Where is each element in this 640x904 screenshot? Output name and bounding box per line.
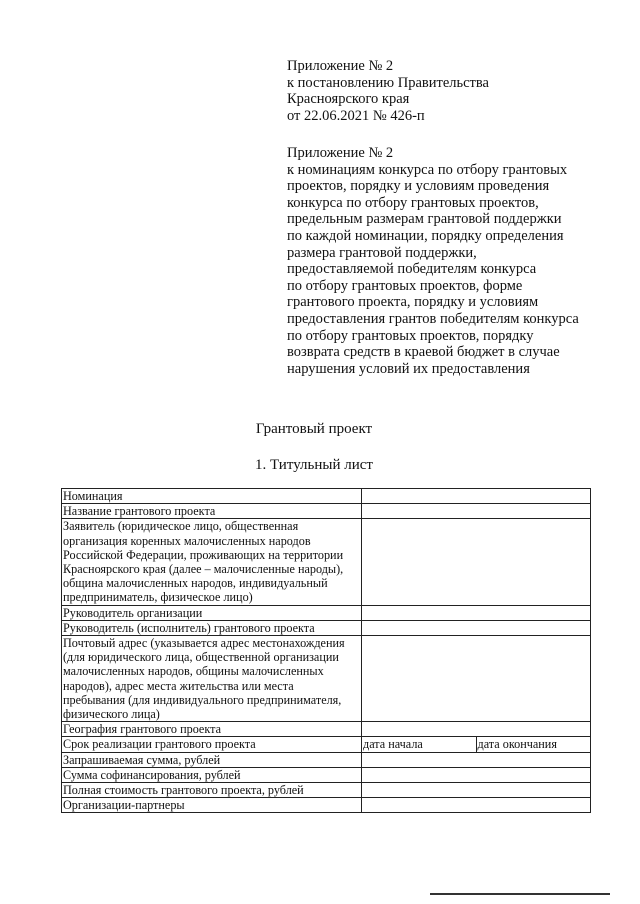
row-label-partners (62, 798, 362, 813)
label-line: Российской Федерации, проживающих на территории (63, 547, 344, 562)
table-row (62, 489, 591, 504)
table-row (62, 636, 591, 722)
label-line: Красноярского края (далее – малочисленные народы), (63, 562, 344, 577)
table-row (62, 620, 591, 635)
appendix-line: Приложение № 2 (287, 58, 394, 74)
label-line: Сумма софинансирования, рублей (63, 767, 241, 782)
label-line: Почтовый адрес (указывается адрес местонахождения (63, 636, 345, 651)
value-cell-postal-address[interactable] (362, 636, 591, 722)
row-label-project-name (62, 504, 362, 519)
appendix-line: предоставляемой победителям конкурса (287, 261, 537, 278)
row-label-org-head (62, 605, 362, 620)
row-label-postal-address (62, 636, 362, 722)
label-line: предприниматель, физическое лицо) (63, 590, 253, 605)
value-cell-geography[interactable] (362, 722, 591, 737)
table-row (62, 783, 591, 798)
row-label-nomination (62, 489, 362, 504)
section-title: 1. Титульный лист (255, 457, 373, 473)
value-cell-project-name[interactable] (362, 504, 591, 519)
label-line: Запрашиваемая сумма, рублей (63, 752, 221, 767)
appendix-line: конкурса по отбору грантовых проектов, (287, 194, 539, 211)
end-date-cell[interactable]: дата окончания (476, 737, 591, 752)
appendix-line: от 22.06.2021 № 426-п (287, 107, 425, 124)
label-line: Организации-партнеры (63, 798, 185, 813)
appendix-line: по каждой номинации, порядку определения (287, 227, 564, 244)
label-line: Заявитель (юридическое лицо, общественная (63, 519, 299, 534)
appendix-line: Красноярского края (287, 91, 410, 108)
label-line: организация коренных малочисленных народов (63, 533, 311, 548)
title-page-table (61, 488, 591, 813)
value-cell-org-head[interactable] (362, 605, 591, 620)
label-line: община малочисленных народов, индивидуальный (63, 576, 328, 591)
table-row (62, 519, 591, 605)
label-line: Название грантового проекта (63, 504, 216, 519)
label-line: Полная стоимость грантового проекта, рублей (63, 783, 304, 798)
label-line: Номинация (63, 489, 123, 503)
label-line: физического лица) (63, 707, 160, 722)
table-row (62, 752, 591, 767)
appendix-government-resolution (287, 58, 617, 124)
table-row (62, 605, 591, 620)
table-row (62, 767, 591, 782)
label-line: народов), адрес места жительства или места (63, 678, 294, 693)
appendix-line: размера грантовой поддержки, (287, 244, 477, 261)
value-cell-partners[interactable] (362, 798, 591, 813)
value-cell-project-head[interactable] (362, 620, 591, 635)
label-line: (для юридического лица, общественной организации (63, 650, 339, 665)
appendix-line: по отбору грантовых проектов, форме (287, 277, 523, 294)
row-label-term (62, 737, 362, 752)
row-label-project-head (62, 620, 362, 635)
label-line: География грантового проекта (63, 722, 221, 737)
label-line: Руководитель организации (63, 605, 203, 620)
appendix-line: по отбору грантовых проектов, порядку (287, 327, 534, 344)
label-line: малочисленных народов, общины малочисленных (63, 664, 324, 679)
table-row (62, 798, 591, 813)
appendix-line: к номинациям конкурса по отбору грантовых (287, 161, 568, 178)
label-line: Руководитель (исполнитель) грантового проекта (63, 620, 315, 635)
row-label-cofinancing (62, 767, 362, 782)
appendix-line: предоставления грантов победителям конкурса (287, 310, 579, 327)
appendix-line: проектов, порядку и условиям проведения (287, 178, 550, 195)
row-label-requested-amount (62, 752, 362, 767)
appendix-line: грантового проекта, порядку и условиям (287, 294, 539, 311)
appendix-line: возврата средств в краевой бюджет в случае (287, 344, 560, 361)
row-label-applicant (62, 519, 362, 605)
appendix-nominations (287, 145, 617, 377)
label-line: Срок реализации грантового проекта (63, 737, 256, 752)
row-label-geography (62, 722, 362, 737)
appendix-line: Приложение № 2 (287, 145, 394, 161)
value-cell-total-cost[interactable] (362, 783, 591, 798)
document-title: Грантовый проект (255, 421, 373, 437)
value-cell-cofinancing[interactable] (362, 767, 591, 782)
label-line: пребывания (для индивидуального предпринимателя, (63, 692, 342, 707)
appendix-line: к постановлению Правительства (287, 74, 489, 91)
value-cell-applicant[interactable] (362, 519, 591, 605)
appendix-line: предельным размерам грантовой поддержки (287, 211, 562, 228)
scan-edge-line (430, 893, 610, 895)
row-label-total-cost (62, 783, 362, 798)
value-cell-requested-amount[interactable] (362, 752, 591, 767)
table-row (62, 722, 591, 737)
appendix-line: нарушения условий их предоставления (287, 360, 530, 377)
table-row (62, 737, 591, 752)
start-date-cell[interactable]: дата начала (362, 737, 477, 752)
value-cell-nomination[interactable] (362, 489, 591, 504)
table-row (62, 504, 591, 519)
